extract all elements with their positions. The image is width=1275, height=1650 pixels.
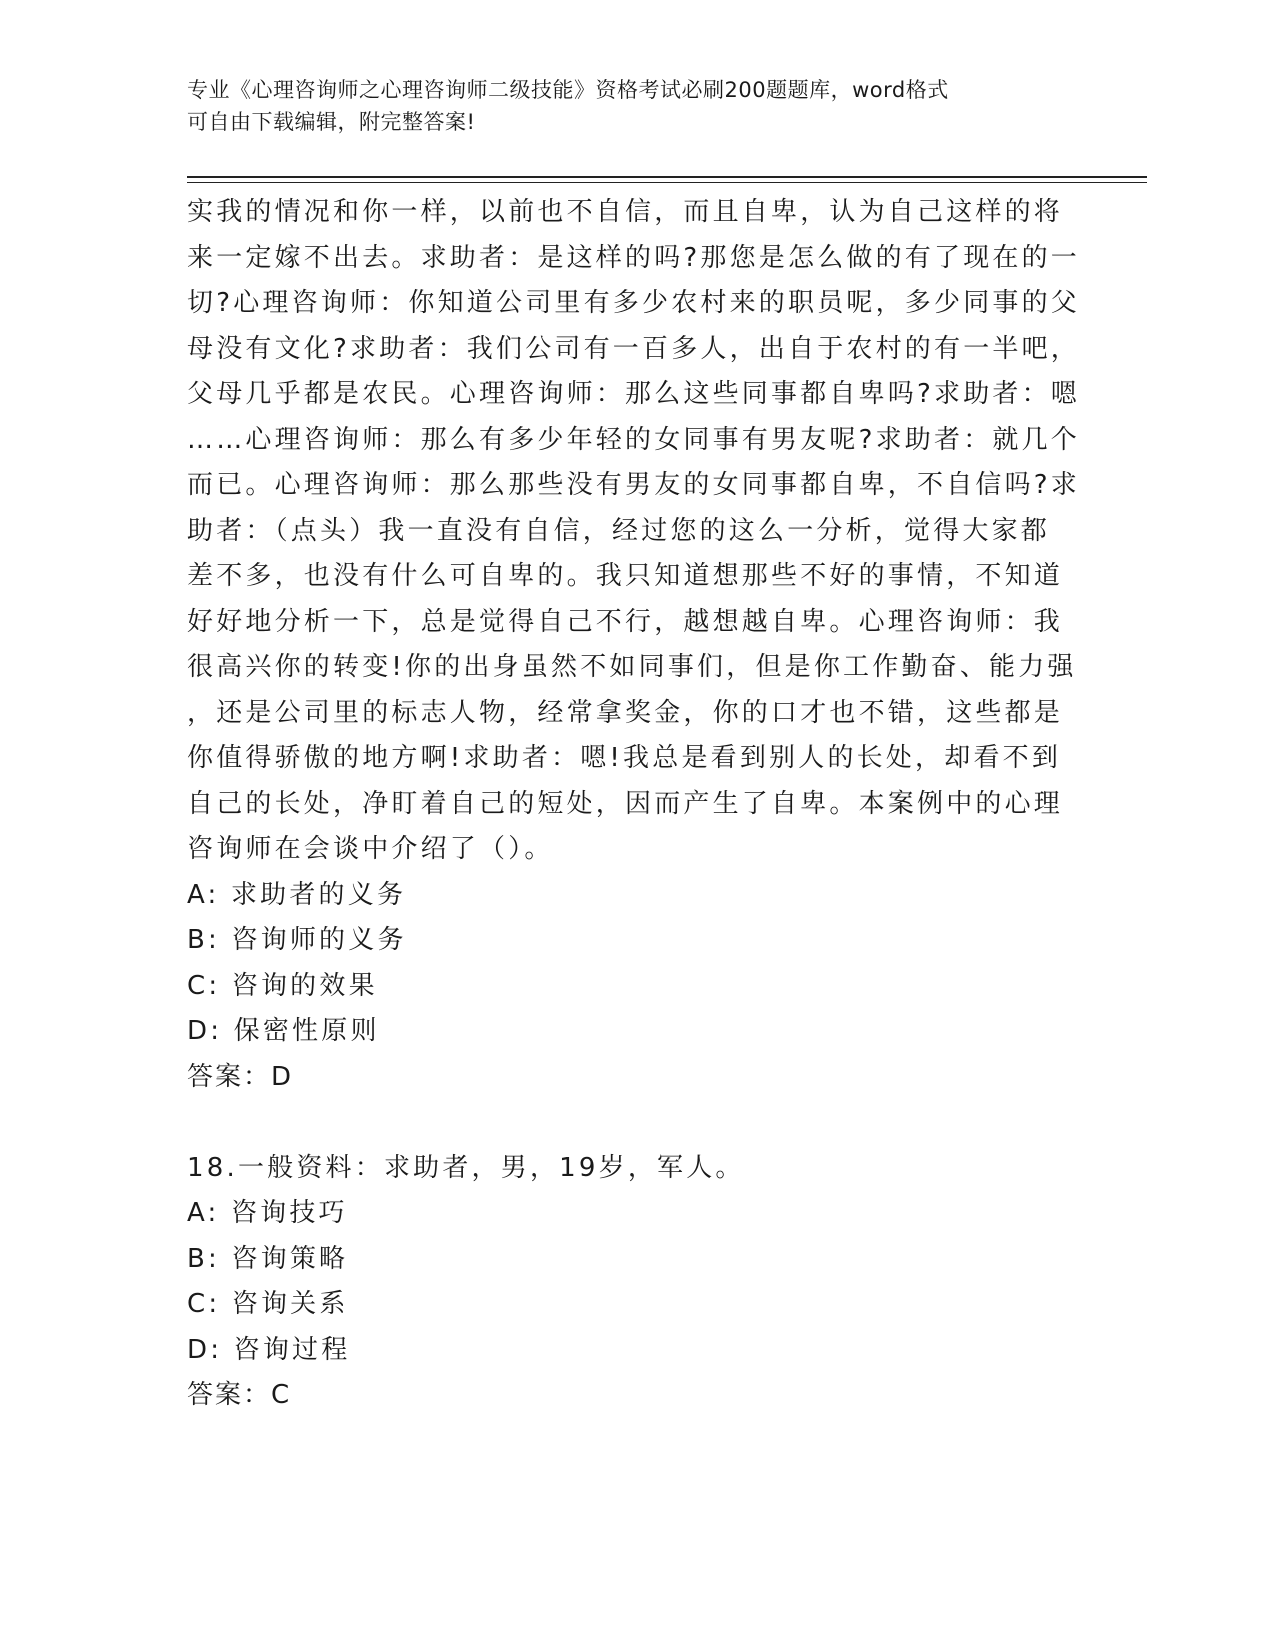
passage-line: 助者：（点头）我一直没有自信，经过您的这么一分析，觉得大家都 (187, 515, 1051, 546)
passage-line: ……心理咨询师：那么有多少年轻的女同事有男友呢?求助者：就几个 (187, 424, 1081, 455)
passage-line: 你值得骄傲的地方啊!求助者：嗯!我总是看到别人的长处，却看不到 (187, 743, 1062, 773)
option-d: D: 咨询过程 (187, 1334, 351, 1365)
option-a: A: 求助者的义务 (187, 879, 407, 910)
option-d: D: 保密性原则 (187, 1016, 380, 1046)
header-divider-thin (187, 182, 1147, 183)
passage-line: 而已。心理咨询师：那么那些没有男友的女同事都自卑，不自信吗?求 (187, 470, 1081, 500)
passage-line: 父母几乎都是农民。心理咨询师：那么这些同事都自卑吗?求助者：嗯 (187, 379, 1081, 409)
question-18-stem: 18.一般资料：求助者，男，19岁，军人。 (187, 1152, 745, 1183)
option-a: A: 咨询技巧 (187, 1198, 348, 1228)
passage-line: 切?心理咨询师：你知道公司里有多少农村来的职员呢，多少同事的父 (187, 288, 1081, 318)
passage-line: 咨询师在会谈中介绍了（）。 (187, 834, 554, 864)
passage-line: 实我的情况和你一样，以前也不自信，而且自卑，认为自己这样的将 (187, 197, 1064, 227)
header-title-line-1: 专业《心理咨询师之心理咨询师二级技能》资格考试必刷200题题库，word格式 (187, 78, 949, 102)
passage-line: 母没有文化?求助者：我们公司有一百多人，出自于农村的有一半吧， (187, 333, 1081, 364)
question-spacer (187, 1100, 1067, 1146)
passage-line: 自己的长处，净盯着自己的短处，因而产生了自卑。本案例中的心理 (187, 788, 1064, 819)
passage-line: 来一定嫁不出去。求助者：是这样的吗?那您是怎么做的有了现在的一 (187, 242, 1081, 273)
passage-line: 很高兴你的转变!你的出身虽然不如同事们，但是你工作勤奋、能力强 (187, 652, 1077, 682)
header-title-line-2: 可自由下载编辑，附完整答案! (187, 110, 476, 134)
question-18-options (187, 1191, 1067, 1373)
document-header (187, 74, 1067, 138)
option-b: B: 咨询师的义务 (187, 925, 407, 955)
option-b: B: 咨询策略 (187, 1243, 349, 1274)
question-17-passage (187, 190, 1081, 873)
question-18-answer: 答案：C (187, 1380, 292, 1410)
option-c: C: 咨询的效果 (187, 970, 378, 1001)
question-17-answer: 答案：D (187, 1061, 294, 1092)
question-17-options (187, 873, 1067, 1055)
passage-line: 好好地分析一下，总是觉得自己不行，越想越自卑。心理咨询师：我 (187, 606, 1064, 637)
passage-line: 差不多，也没有什么可自卑的。我只知道想那些不好的事情，不知道 (187, 561, 1064, 591)
header-divider-thick (187, 176, 1147, 178)
passage-line: ，还是公司里的标志人物，经常拿奖金，你的口才也不错，这些都是 (187, 697, 1064, 728)
document-body (187, 190, 1081, 1419)
option-c: C: 咨询关系 (187, 1289, 349, 1319)
